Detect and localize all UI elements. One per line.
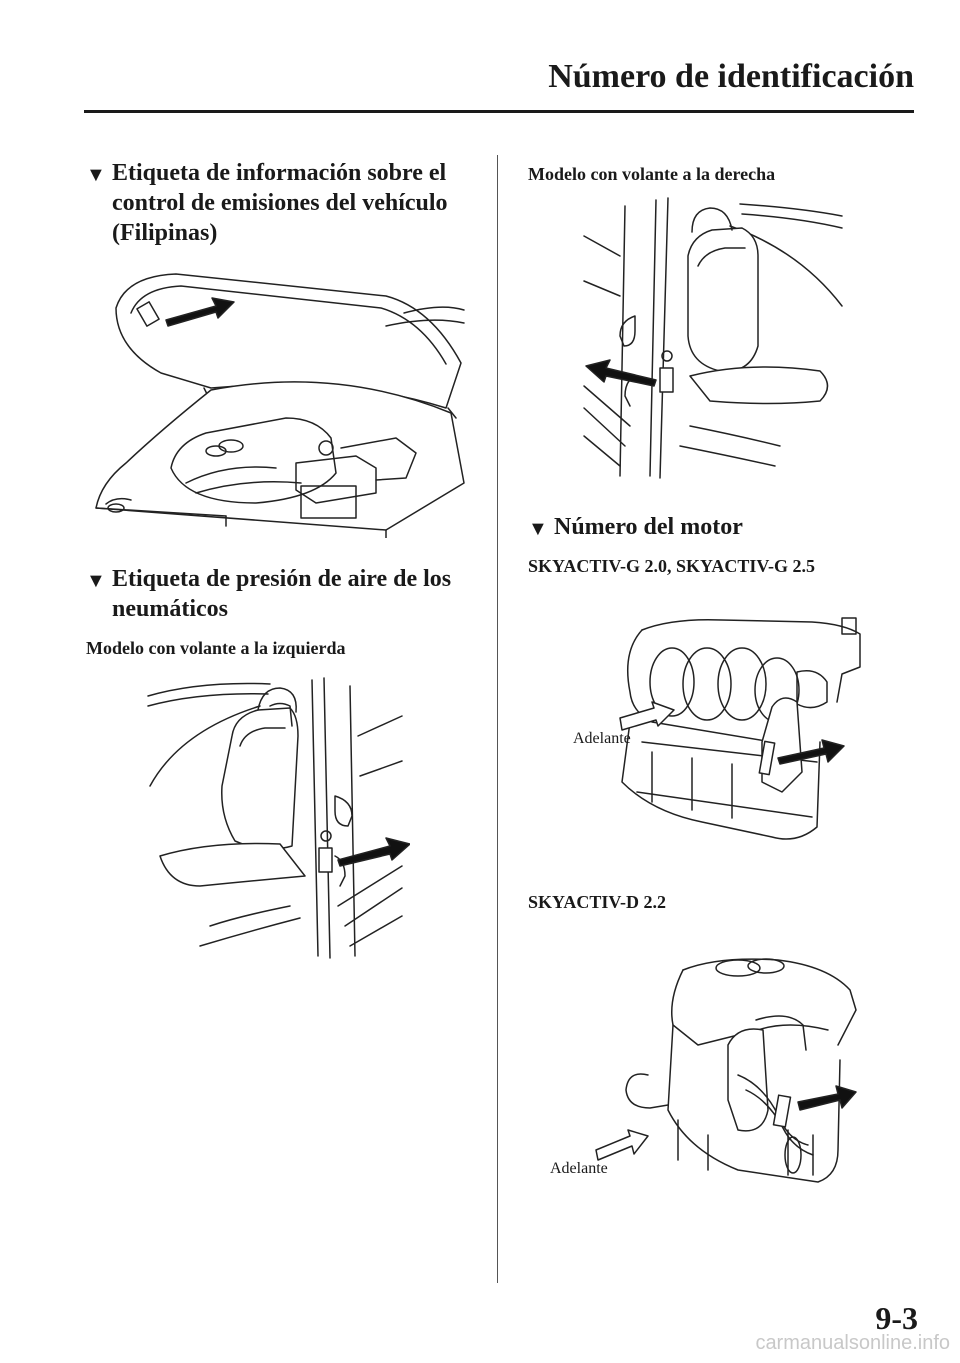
figure-skyactiv-g-engine <box>612 612 864 852</box>
figure-skyactiv-d-engine <box>588 950 858 1190</box>
subheading-right-hand-drive: Modelo con volante a la derecha <box>528 164 776 184</box>
header-rule <box>84 110 914 113</box>
down-triangle-icon: ▼ <box>528 518 548 540</box>
section-heading-engine-number: ▼ Número del motor <box>528 512 918 542</box>
column-divider <box>497 155 498 1283</box>
section-heading-emissions-label: ▼ Etiqueta de información sobre el control de emisiones del vehículo (Filipinas) <box>86 160 448 246</box>
watermark: carmanualsonline.info <box>755 1332 950 1354</box>
forward-label-skyactiv-d: Adelante <box>550 1160 608 1177</box>
page-number: 9-3 <box>875 1300 918 1336</box>
subheading-left-hand-drive: Modelo con volante a la izquierda <box>86 638 346 658</box>
subheading-skyactiv-g: SKYACTIV-G 2.0, SKYACTIV-G 2.5 <box>528 556 816 576</box>
figure-left-hand-drive-door-pillar <box>140 676 410 961</box>
forward-label-skyactiv-g: Adelante <box>573 730 631 747</box>
figure-hood-open-engine-bay <box>86 268 466 538</box>
down-triangle-icon: ▼ <box>86 570 106 592</box>
section-heading-tire-pressure-label: ▼ Etiqueta de presión de aire de los neumáticos <box>86 566 452 622</box>
figure-right-hand-drive-door-pillar <box>580 196 850 481</box>
subheading-skyactiv-d: SKYACTIV-D 2.2 <box>528 892 667 912</box>
down-triangle-icon: ▼ <box>86 164 106 186</box>
page-title: Número de identificación <box>548 58 914 95</box>
